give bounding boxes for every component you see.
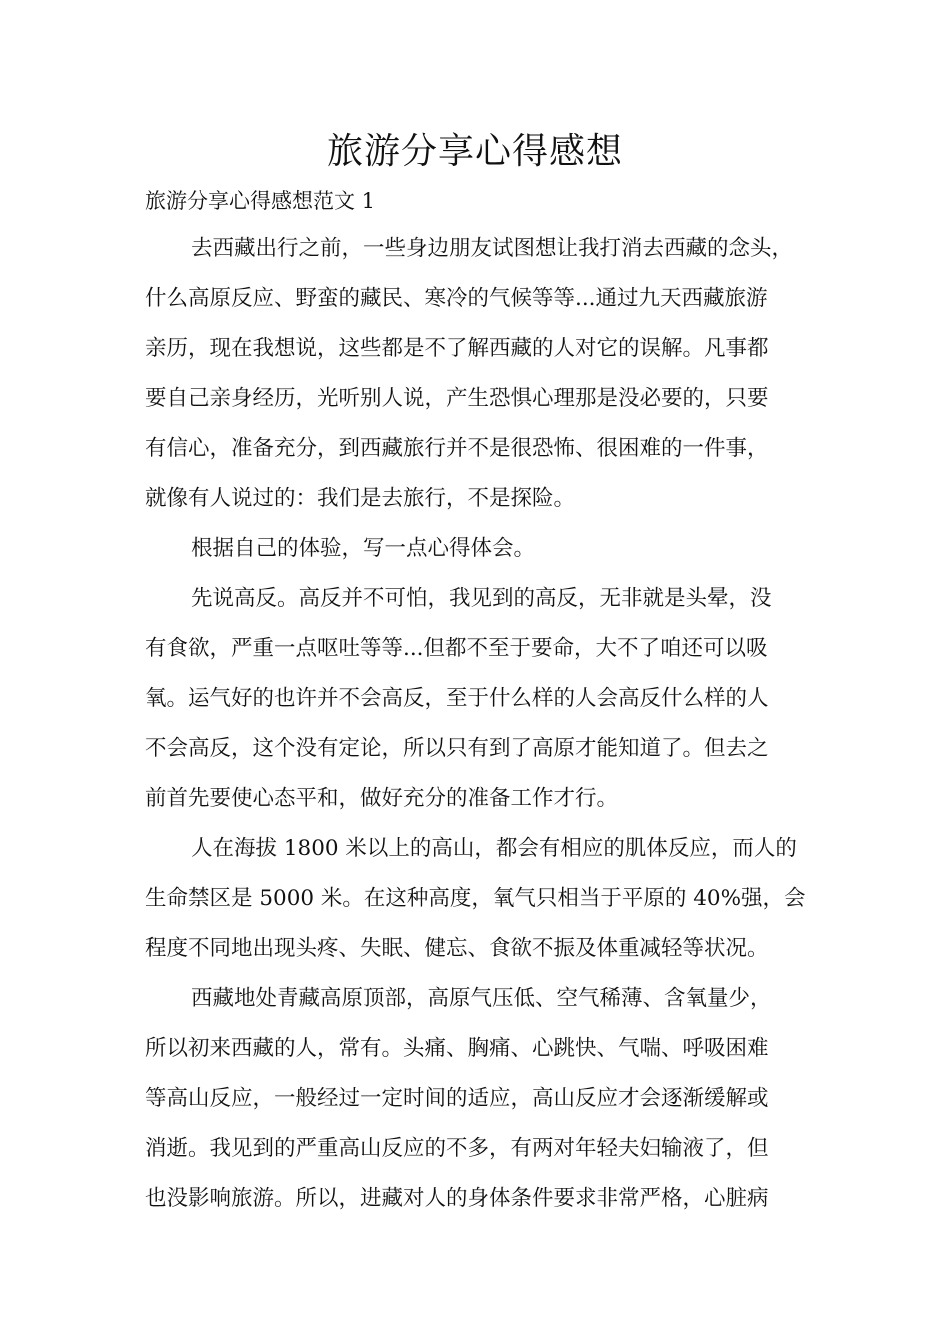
text-line: 不会高反，这个没有定论，所以只有到了高原才能知道了。但去之 (145, 736, 769, 761)
text-line: 所以初来西藏的人，常有。头痛、胸痛、心跳快、气喘、呼吸困难 (145, 1036, 769, 1061)
text-line: 前首先要使心态平和，做好充分的准备工作才行。 (145, 786, 619, 811)
text-line: 就像有人说过的：我们是去旅行，不是探险。 (145, 486, 576, 511)
text-line: 氧。运气好的也许并不会高反，至于什么样的人会高反什么样的人 (145, 686, 769, 711)
text-line: 有信心，准备充分，到西藏旅行并不是很恐怖、很困难的一件事， (145, 436, 769, 461)
text-line: 程度不同地出现头疼、失眠、健忘、食欲不振及体重减轻等状况。 (145, 936, 769, 961)
text-line: 去西藏出行之前，一些身边朋友试图想让我打消去西藏的念头， (191, 236, 794, 261)
text-line: 消逝。我见到的严重高山反应的不多，有两对年轻夫妇输液了，但 (145, 1136, 769, 1161)
text-line: 根据自己的体验，写一点心得体会。 (191, 536, 536, 561)
text-line: 亲历，现在我想说，这些都是不了解西藏的人对它的误解。凡事都 (145, 336, 769, 361)
text-line: 生命禁区是 5000 米。在这种高度，氧气只相当于平原的 40%强，会 (145, 886, 806, 911)
text-line: 先说高反。高反并不可怕，我见到的高反，无非就是头晕，没 (191, 586, 772, 611)
document-title: 旅游分享心得感想 (326, 131, 623, 172)
text-line: 有食欲，严重一点呕吐等等...但都不至于要命，大不了咱还可以吸 (145, 636, 768, 661)
text-line: 也没影响旅游。所以，进藏对人的身体条件要求非常严格，心脏病 (145, 1186, 769, 1211)
text-line: 什么高原反应、野蛮的藏民、寒冷的气候等等...通过九天西藏旅游 (145, 286, 768, 311)
text-line: 要自己亲身经历，光听别人说，产生恐惧心理那是没必要的，只要 (145, 386, 769, 411)
document-subtitle: 旅游分享心得感想范文 1 (145, 189, 376, 213)
text-line: 人在海拔 1800 米以上的高山，都会有相应的肌体反应，而人的 (191, 836, 797, 861)
text-line: 等高山反应，一般经过一定时间的适应，高山反应才会逐渐缓解或 (145, 1086, 769, 1111)
text-line: 西藏地处青藏高原顶部，高原气压低、空气稀薄、含氧量少， (191, 986, 772, 1011)
